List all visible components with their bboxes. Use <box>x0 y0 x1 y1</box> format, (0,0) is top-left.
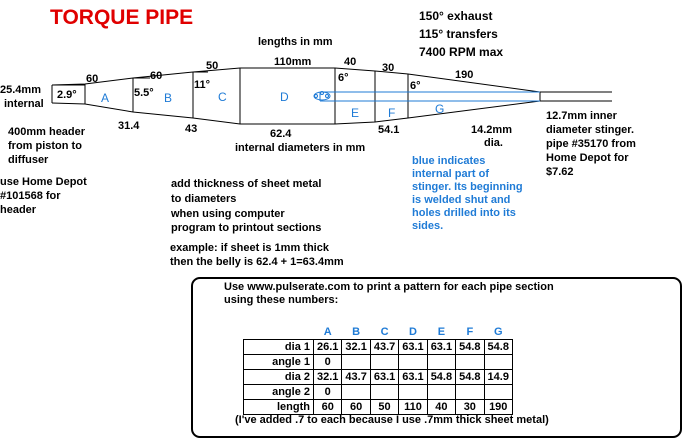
header-note-line-2: from piston to <box>8 140 82 152</box>
blue-note-line-1: blue indicates <box>412 155 486 167</box>
box-line-2: using these numbers: <box>224 294 339 306</box>
table-cell: 40 <box>427 400 455 415</box>
table-cell <box>484 355 512 370</box>
angle-b: 5.5° <box>134 87 154 99</box>
blue-note-line-3: stinger. Its beginning <box>412 181 523 193</box>
example-note-line-2: then the belly is 62.4 + 1=63.4mm <box>170 256 344 268</box>
section-letter-d: D <box>280 90 289 104</box>
box-line-1: Use www.pulserate.com to print a pattern for each pipe section <box>224 281 554 293</box>
table-cell: 63.1 <box>399 370 427 385</box>
blue-note-line-6: sides. <box>412 220 444 232</box>
table-cell: 50 <box>370 400 398 415</box>
blue-note-line-4: is welded shut and <box>412 194 511 206</box>
diameter-bc: 43 <box>185 123 198 135</box>
table-row <box>244 400 513 415</box>
internal-stinger <box>314 92 540 102</box>
length-c: 50 <box>206 60 219 72</box>
table-cell <box>484 385 512 400</box>
blue-note-line-5: holes drilled into its <box>412 207 516 219</box>
section-letter-b: B <box>164 91 173 105</box>
length-g: 190 <box>455 69 474 81</box>
sheet-note-line-2: to diameters <box>171 193 237 205</box>
diameter-belly: 62.4 <box>270 128 292 140</box>
section-letter-g: G <box>435 102 445 116</box>
sheet-note-line-1: add thickness of sheet metal <box>171 178 322 190</box>
example-note-line-1: example: if sheet is 1mm thick <box>170 242 329 254</box>
table-cell <box>342 355 370 370</box>
spec-rpm: 7400 RPM max <box>419 45 504 59</box>
table-cell: 43.7 <box>370 340 398 355</box>
section-letter-e: E <box>351 106 360 120</box>
table-row <box>244 370 513 385</box>
col-header-a: A <box>323 326 332 338</box>
row-label: dia 2 <box>244 370 314 385</box>
home-depot-note-line-1: use Home Depot <box>0 176 87 188</box>
length-d: 110mm <box>274 56 312 68</box>
table-row <box>244 340 513 355</box>
length-e: 40 <box>344 56 357 68</box>
col-header-e: E <box>437 326 446 338</box>
diameter-ef: 54.1 <box>378 124 400 136</box>
sheet-note-line-4: program to printout sections <box>171 222 322 234</box>
box-footer: (I've added .7 to each because I use .7mm thick sheet metal) <box>235 414 549 426</box>
lengths-caption: lengths in mm <box>258 36 333 48</box>
outlet-diameter-sub: dia. <box>484 137 503 149</box>
stinger-note-line-4: Home Depot for <box>546 152 629 164</box>
header-note-line-3: diffuser <box>8 154 49 166</box>
table-cell <box>427 355 455 370</box>
table-cell: 54.8 <box>427 370 455 385</box>
col-header-b: B <box>352 326 361 338</box>
row-label: dia 1 <box>244 340 314 355</box>
table-cell: 30 <box>456 400 484 415</box>
section-letter-c: C <box>218 90 227 104</box>
row-label: angle 2 <box>244 385 314 400</box>
page-title: TORQUE PIPE <box>50 6 194 29</box>
table-cell <box>456 385 484 400</box>
table-cell <box>456 355 484 370</box>
col-header-f: F <box>466 326 474 338</box>
table-cell: 32.1 <box>314 370 342 385</box>
outlet-diameter: 14.2mm <box>471 124 512 136</box>
table-cell: 60 <box>342 400 370 415</box>
angle-a: 2.9° <box>57 89 77 101</box>
table-cell <box>370 385 398 400</box>
table-cell <box>399 355 427 370</box>
length-f: 30 <box>382 62 395 74</box>
section-table <box>243 325 513 415</box>
stinger-note-line-1: 12.7mm inner <box>546 110 617 122</box>
angle-c: 11° <box>194 79 211 91</box>
table-cell <box>399 385 427 400</box>
table-cell: 43.7 <box>342 370 370 385</box>
table-cell: 63.1 <box>427 340 455 355</box>
stinger-note-line-3: pipe #35170 from <box>546 138 636 150</box>
home-depot-note-line-2: #101568 for <box>0 190 61 202</box>
table-cell <box>427 385 455 400</box>
angle-e: 6° <box>338 72 349 84</box>
col-header-d: D <box>409 326 417 338</box>
section-letter-a: A <box>101 91 110 105</box>
table-cell: 0 <box>314 385 342 400</box>
table-cell: 63.1 <box>399 340 427 355</box>
angle-f: 6° <box>410 80 421 92</box>
table-cell <box>342 385 370 400</box>
diameter-ab: 31.4 <box>118 120 140 132</box>
table-cell: 190 <box>484 400 512 415</box>
table-cell: 26.1 <box>314 340 342 355</box>
blue-note-line-2: internal part of <box>412 168 490 180</box>
table-cell: 54.8 <box>456 340 484 355</box>
table-cell: 0 <box>314 355 342 370</box>
table-row <box>244 385 513 400</box>
row-label: length <box>244 400 314 415</box>
col-header-g: G <box>493 326 503 338</box>
table-header-row <box>244 325 513 340</box>
length-b: 60 <box>150 70 163 82</box>
table-cell: 54.8 <box>484 340 512 355</box>
table-cell: 14.9 <box>484 370 512 385</box>
home-depot-note-line-3: header <box>0 204 37 216</box>
inlet-diameter: 25.4mm <box>0 84 41 96</box>
spec-exhaust: 150° exhaust <box>419 9 493 23</box>
table-cell: 110 <box>399 400 427 415</box>
header-note-line-1: 400mm header <box>8 126 86 138</box>
section-letter-f: F <box>388 106 396 120</box>
col-header-c: C <box>380 326 389 338</box>
table-cell: 32.1 <box>342 340 370 355</box>
spec-transfers: 115° transfers <box>419 27 498 41</box>
inlet-diameter-sub: internal <box>4 98 44 110</box>
table-cell: 60 <box>314 400 342 415</box>
table-cell <box>370 355 398 370</box>
row-label: angle 1 <box>244 355 314 370</box>
stinger-note-line-5: $7.62 <box>546 166 574 178</box>
table-row <box>244 355 513 370</box>
stinger-note-line-2: diameter stinger. <box>546 124 635 136</box>
length-a: 60 <box>86 73 99 85</box>
sheet-note-line-3: when using computer <box>171 208 285 220</box>
diameters-caption: internal diameters in mm <box>235 142 366 154</box>
table-cell: 63.1 <box>370 370 398 385</box>
table-cell: 54.8 <box>456 370 484 385</box>
